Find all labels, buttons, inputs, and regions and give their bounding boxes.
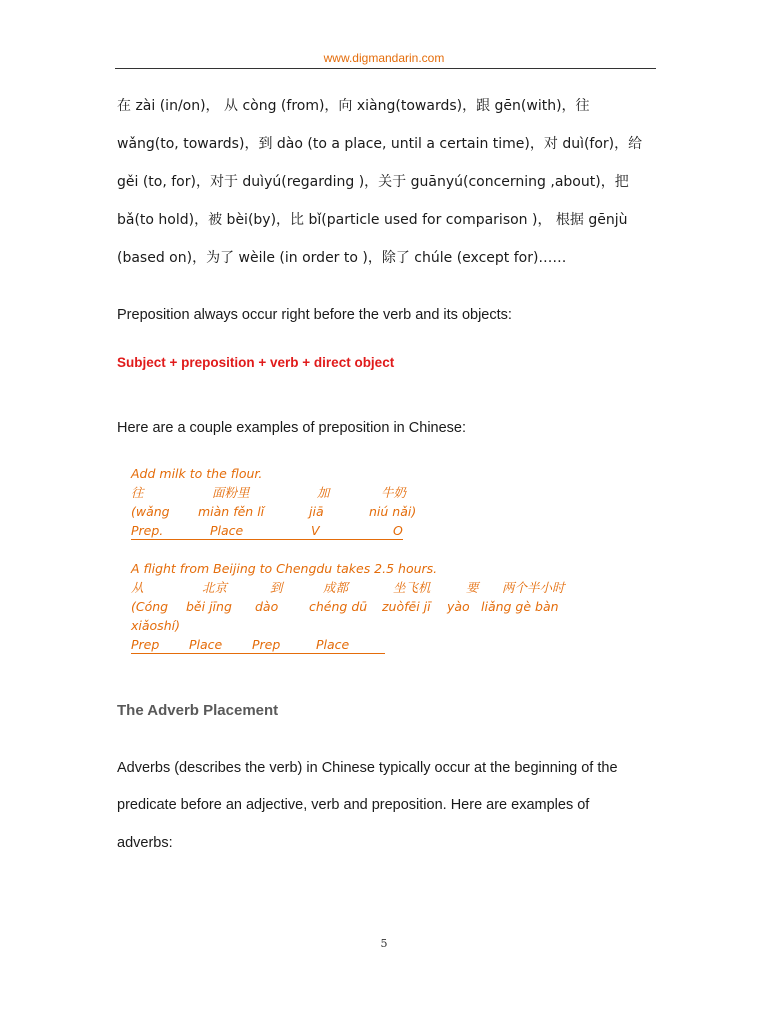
example2-hanzi: 要	[466, 580, 479, 595]
example2-hanzi: 到	[270, 580, 283, 595]
example2-role: Place	[316, 637, 350, 652]
example2-hanzi: 北京	[202, 580, 228, 595]
example2-pinyin-row	[131, 599, 591, 615]
example1-pinyin: (wǎng	[131, 504, 170, 519]
example2-pinyin: dào	[255, 599, 279, 614]
example2-role: Prep	[252, 637, 281, 652]
example2-pinyin: zuòfēi jī	[382, 599, 431, 614]
example2-role: Place	[189, 637, 223, 652]
example1-hanzi: 往	[131, 485, 144, 500]
example1-pinyin: jiā	[309, 504, 324, 519]
header-url: www.digmandarin.com	[323, 51, 445, 65]
header-divider	[115, 68, 656, 69]
formula: Subject + preposition + verb + direct object	[117, 355, 395, 370]
adverb-line-2: predicate before an adjective, verb and preposition. Here are examples of	[117, 797, 590, 813]
example2-pinyin-wrap: xiǎoshí)	[131, 618, 180, 633]
example1-pinyin: niú nǎi)	[369, 504, 417, 519]
preposition-rule: Preposition always occur right before the verb and its objects:	[117, 307, 512, 323]
example1-hanzi: 加	[317, 485, 330, 500]
example1-roles-row	[131, 523, 403, 540]
example1-pinyin: miàn fěn lǐ	[198, 504, 265, 519]
example1-role: V	[311, 523, 320, 538]
intro-line-1: 在 zài (in/on)， 从 còng (from)，向 xiàng(towards)，跟 gēn(with)，往	[117, 98, 590, 114]
example2-english: A flight from Beijing to Chengdu takes 2.5 hours.	[131, 561, 438, 576]
adverb-line-1: Adverbs (describes the verb) in Chinese typically occur at the beginning of the	[117, 760, 618, 776]
example2-pinyin: běi jīng	[186, 599, 232, 614]
example2-hanzi: 成都	[323, 580, 349, 595]
page-number: 5	[380, 937, 388, 950]
intro-line-4: bǎ(to hold)，被 bèi(by)，比 bǐ(particle used for comparison )， 根据 gēnjù	[117, 212, 628, 228]
example1-hanzi-row	[131, 485, 431, 503]
example2-pinyin: (Cóng	[131, 599, 169, 614]
adverb-line-3: adverbs:	[117, 835, 173, 851]
example1-hanzi: 牛奶	[381, 485, 407, 500]
example2-pinyin: liǎng gè bàn	[481, 599, 559, 614]
intro-line-2: wǎng(to, towards)，到 dào (to a place, until a certain time)，对 duì(for)，给	[117, 136, 643, 152]
example2-roles-row	[131, 637, 385, 654]
example1-role: O	[393, 523, 403, 538]
example2-role: Prep	[131, 637, 160, 652]
example1-hanzi: 面粉里	[212, 485, 250, 500]
example1-english: Add milk to the flour.	[131, 466, 263, 481]
example2-pinyin: chéng dū	[309, 599, 368, 614]
intro-line-5: (based on)，为了 wèile (in order to )，除了 chúle (except for)……	[117, 250, 567, 266]
intro-line-3: gěi (to, for)，对于 duìyú(regarding )，关于 guānyú(concerning ,about)，把	[117, 174, 629, 190]
adverb-section-heading: The Adverb Placement	[117, 702, 279, 719]
example1-pinyin-row	[131, 504, 431, 520]
examples-intro: Here are a couple examples of preposition in Chinese:	[117, 420, 467, 436]
example1-role: Place	[210, 523, 244, 538]
example2-hanzi: 两个半小时	[502, 580, 565, 595]
example1-role: Prep.	[131, 523, 164, 538]
example2-pinyin: yào	[447, 599, 470, 614]
example2-hanzi: 从	[131, 580, 144, 595]
example2-hanzi-row	[131, 580, 591, 598]
example2-hanzi: 坐飞机	[393, 580, 431, 595]
